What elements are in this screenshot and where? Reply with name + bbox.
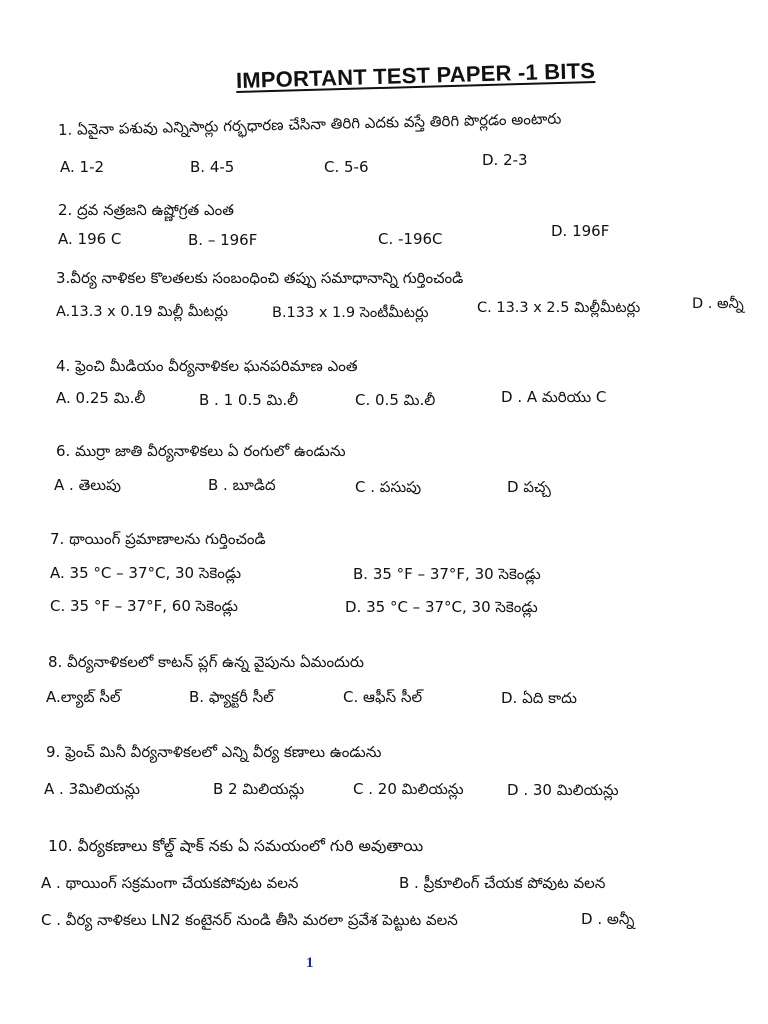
q2-option-d: D. 196F bbox=[551, 222, 610, 240]
q3-option-b: B.133 x 1.9 సెంటీమీటర్లు bbox=[272, 305, 429, 321]
q4-option-c: C. 0.5 మి.లీ bbox=[355, 391, 436, 409]
q6-option-c: C . పసుపు bbox=[355, 478, 422, 496]
q7-option-b: B. 35 °F – 37°F, 30 సెకెండ్లు bbox=[353, 565, 541, 583]
q8-option-a: A.ల్యాబ్ సీల్ bbox=[46, 688, 121, 706]
q4-option-a: A. 0.25 మి.లీ bbox=[56, 389, 146, 407]
question-3: 3.వీర్య నాళికల కొలతలకు సంబంధించి తప్పు సమాధానాన్ని గుర్తించండి bbox=[56, 269, 464, 287]
q6-option-d: D పచ్చ bbox=[507, 478, 551, 496]
q9-option-b: B 2 మిలియన్లు bbox=[213, 780, 305, 798]
q8-option-b: B. ఫ్యాక్టరీ సీల్ bbox=[189, 688, 274, 706]
q9-option-c: C . 20 మిలియన్లు bbox=[353, 780, 464, 798]
q2-option-c: C. -196C bbox=[378, 230, 443, 248]
q1-option-a: A. 1-2 bbox=[60, 158, 105, 176]
question-10: 10. వీర్యకణాలు కోల్డ్ షాక్ నకు ఏ సమయంలో గురి అవుతాయి bbox=[48, 837, 424, 855]
q2-option-b: B. – 196F bbox=[188, 231, 258, 249]
q10-option-d: D . అన్నీ bbox=[581, 910, 635, 928]
q7-option-c: C. 35 °F – 37°F, 60 సెకెండ్లు bbox=[50, 597, 238, 615]
page-number: 1 bbox=[306, 955, 314, 971]
question-2: 2. ద్రవ నత్రజని ఉష్ణోగ్రత ఎంత bbox=[58, 201, 234, 219]
q3-option-a: A.13.3 x 0.19 మిల్లీ మీటర్లు bbox=[56, 304, 228, 320]
q9-option-a: A . 3మిలియన్లు bbox=[44, 780, 140, 798]
q8-option-d: D. ఏది కాదు bbox=[501, 689, 577, 707]
page-title: IMPORTANT TEST PAPER -1 BITS bbox=[235, 57, 596, 93]
q10-option-c: C . వీర్య నాళికలు LN2 కంటైనర్ నుండి తీసి మరలా ప్రవేశ పెట్టుట వలన bbox=[41, 911, 458, 929]
question-4: 4. ఫ్రెంచి మీడియం వీర్యనాళికల ఘనపరిమాణ ఎంత bbox=[56, 357, 358, 375]
q7-option-a: A. 35 °C – 37°C, 30 సెకెండ్లు bbox=[50, 564, 242, 582]
q3-option-c: C. 13.3 x 2.5 మిల్లీమీటర్లు bbox=[477, 300, 641, 316]
q3-option-d: D . అన్నీ bbox=[692, 296, 744, 312]
q7-option-d: D. 35 °C – 37°C, 30 సెకెండ్లు bbox=[345, 598, 538, 616]
q1-option-c: C. 5-6 bbox=[324, 158, 369, 176]
question-7: 7. థాయింగ్ ప్రమాణాలను గుర్తించండి bbox=[50, 530, 266, 548]
q1-option-b: B. 4-5 bbox=[190, 158, 235, 176]
q9-option-d: D . 30 మిలియన్లు bbox=[507, 781, 619, 799]
q4-option-d: D . A మరియు C bbox=[501, 388, 607, 406]
q10-option-b: B . ప్రీకూలింగ్ చేయక పోవుట వలన bbox=[399, 874, 606, 892]
q6-option-b: B . బూడిద bbox=[208, 476, 276, 494]
q2-option-a: A. 196 C bbox=[58, 230, 122, 248]
q4-option-b: B . 1 0.5 మి.లీ bbox=[199, 391, 299, 409]
question-9: 9. ఫ్రెంచ్ మినీ వీర్యనాళికలలో ఎన్ని వీర్య కణాలు ఉండును bbox=[46, 743, 382, 761]
question-6: 6. ముర్రా జాతి వీర్యనాళికలు ఏ రంగులో ఉండును bbox=[56, 442, 346, 460]
q10-option-a: A . థాయింగ్ సక్రమంగా చేయకపోవుట వలన bbox=[41, 874, 299, 892]
question-1: 1. ఏవైనా పశువు ఎన్నిసార్లు గర్భధారణ చేసినా తిరిగి ఎదకు వస్తే తిరిగి పొర్లడం అంటారు bbox=[57, 109, 562, 139]
q1-option-d: D. 2-3 bbox=[482, 151, 528, 169]
q8-option-c: C. ఆఫీస్ సీల్ bbox=[343, 688, 423, 706]
q6-option-a: A . తెలుపు bbox=[54, 476, 122, 494]
question-8: 8. వీర్యనాళికలలో కాటన్ ప్లగ్ ఉన్న వైపును ఏమందురు bbox=[48, 653, 364, 671]
